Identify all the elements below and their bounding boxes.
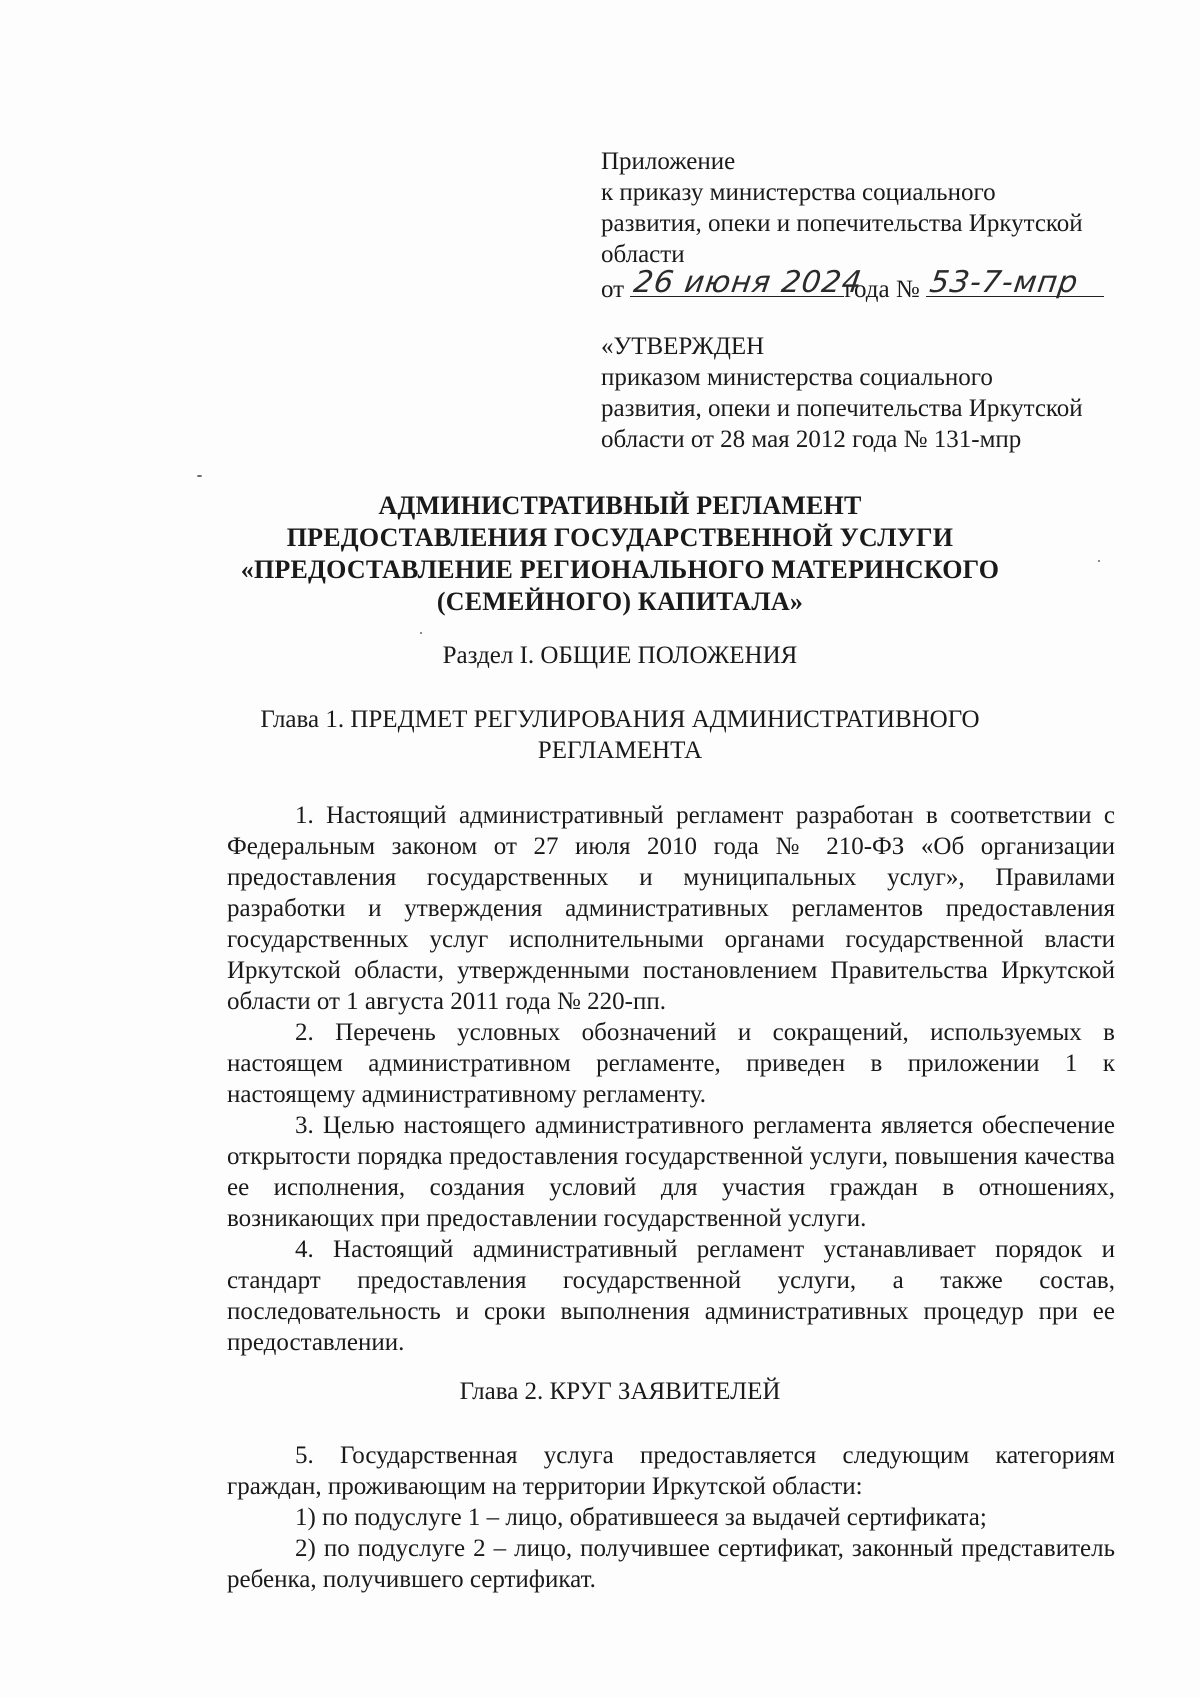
date-prefix: от xyxy=(601,276,625,303)
approval-line: Приложение xyxy=(601,148,736,175)
approval-date-line xyxy=(601,265,1121,305)
date-field xyxy=(630,265,865,300)
paragraph-5-item-1: 1) по подуслуге 1 – лицо, обратившееся за выдачей сертификата; xyxy=(295,1504,987,1531)
scan-speck xyxy=(1098,560,1100,562)
scan-speck xyxy=(197,475,202,477)
chapter1-heading xyxy=(220,704,1020,766)
paragraph-1: 1. Настоящий административный регламент разработан в соответствии с Федеральным законом от 27 июля 2010 года № 210-ФЗ «Об организации предоставления государственных и муниципальных услуг», Правилами разработки и утверждения административных регламентов предоставления государственных услуг исполнительными органами государственной власти Иркутской области, утвержденными постановлением Правительства Иркутской области от 1 августа 2011 года № 220-пп. xyxy=(227,802,1115,1015)
year-label: года № xyxy=(844,276,920,303)
approval-line: области xyxy=(601,241,685,268)
title-line: «ПРЕДОСТАВЛЕНИЕ РЕГИОНАЛЬНОГО МАТЕРИНСКОГО xyxy=(240,555,1000,584)
approval-line: развития, опеки и попечительства Иркутской xyxy=(601,210,1083,237)
chapter1-heading-line1: Глава 1. ПРЕДМЕТ РЕГУЛИРОВАНИЯ АДМИНИСТРАТИВНОГО xyxy=(260,706,980,733)
document-title xyxy=(220,490,1020,618)
chapter1-body xyxy=(227,800,1115,1358)
approval-line: к приказу министерства социального xyxy=(601,179,996,206)
number-field xyxy=(926,265,1104,300)
chapter2-heading: Глава 2. КРУГ ЗАЯВИТЕЛЕЙ xyxy=(459,1378,781,1405)
approved-line: развития, опеки и попечительства Иркутской xyxy=(601,395,1083,422)
title-line: ПРЕДОСТАВЛЕНИЯ ГОСУДАРСТВЕННОЙ УСЛУГИ xyxy=(286,523,954,552)
scan-speck xyxy=(420,632,422,634)
handwritten-number: 53-7-мпр xyxy=(927,265,1081,300)
paragraph-4: 4. Настоящий административный регламент устанавливает порядок и стандарт предоставления государственной услуги, а также состав, последовательность и сроки выполнения административных процедур при ее предоставлении. xyxy=(227,1236,1115,1356)
paragraph-5-item-2: 2) по подуслуге 2 – лицо, получившее сертификат, законный представитель ребенка, получившего сертификат. xyxy=(227,1535,1115,1593)
paragraph-5: 5. Государственная услуга предоставляется следующим категориям граждан, проживающим на территории Иркутской области: xyxy=(227,1442,1115,1500)
approved-line: приказом министерства социального xyxy=(601,364,993,391)
title-line: (СЕМЕЙНОГО) КАПИТАЛА» xyxy=(436,587,804,616)
paragraph-2: 2. Перечень условных обозначений и сокращений, используемых в настоящем административном регламенте, приведен в приложении 1 к настоящему административному регламенту. xyxy=(227,1019,1115,1108)
chapter1-heading-line2: РЕГЛАМЕНТА xyxy=(537,737,703,764)
title-line: АДМИНИСТРАТИВНЫЙ РЕГЛАМЕНТ xyxy=(378,491,862,520)
approved-line: «УТВЕРЖДЕН xyxy=(601,333,765,360)
approved-line: области от 28 мая 2012 года № 131-мпр xyxy=(601,426,1022,453)
section-heading: Раздел I. ОБЩИЕ ПОЛОЖЕНИЯ xyxy=(442,642,798,669)
chapter2-body xyxy=(227,1440,1115,1595)
paragraph-3: 3. Целью настоящего административного регламента является обеспечение открытости порядка предоставления государственной услуги, повышения качества ее исполнения, создания условий для участия граждан в отношениях, возникающих при предоставлении государственной услуги. xyxy=(227,1112,1115,1232)
handwritten-date: 26 июня 2024 xyxy=(631,265,865,300)
approval-block xyxy=(601,146,1121,455)
